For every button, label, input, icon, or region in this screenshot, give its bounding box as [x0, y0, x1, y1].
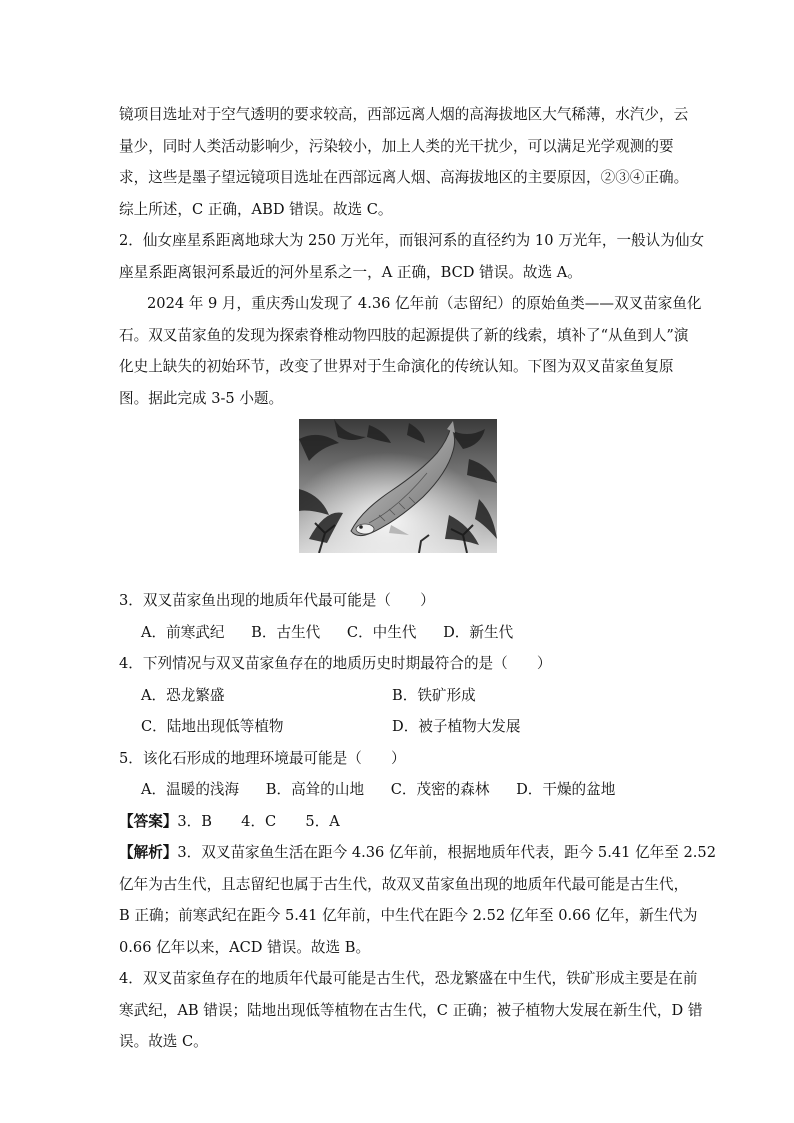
option-c: C．陆地出现低等植物	[141, 718, 284, 735]
text-line: 误。故选 C。	[119, 1033, 208, 1050]
text-line: 2024 年 9 月，重庆秀山发现了 4.36 亿年前（志留纪）的原始鱼类——双叉苗家鱼化	[147, 295, 702, 312]
text-line: 镜项目选址对于空气透明的要求较高，西部远离人烟的高海拔地区大气稀薄，水汽少，云	[119, 106, 689, 123]
text-line: 0.66 亿年以来，ACD 错误。故选 B。	[119, 938, 371, 956]
option-d: D．干燥的盆地	[516, 781, 616, 798]
option-d: D．新生代	[443, 623, 514, 641]
text-line: 3．双叉苗家鱼生活在距今 4.36 亿年前，根据地质年代表，距今 5.41 亿年至 2.52	[177, 844, 716, 861]
figure	[119, 419, 677, 585]
text-line: 寒武纪，AB 错误；陆地出现低等植物在古生代，C 正确；被子植物大发展在新生代，D 错	[119, 1001, 703, 1019]
text-line: 2．仙女座星系距离地球大为 250 万光年，而银河系的直径约为 10 万光年，一般认为仙女	[119, 232, 705, 249]
option-c: C．中生代	[346, 623, 417, 641]
option-b: B．铁矿形成	[392, 686, 476, 704]
question-intro	[119, 288, 702, 414]
question-3: 3．双叉苗家鱼出现的地质年代最可能是（ ）	[119, 592, 435, 609]
question-4-options-row-2	[119, 711, 677, 743]
text-line: 4．双叉苗家鱼存在的地质年代最可能是古生代，恐龙繁盛在中生代，铁矿形成主要是在前	[119, 970, 698, 987]
answer-line	[119, 806, 677, 838]
fish-restoration-image	[299, 419, 497, 553]
option-c: C．茂密的森林	[390, 781, 490, 798]
text-line: 化史上缺失的初始环节，改变了世界对于生命演化的传统认知。下图为双叉苗家鱼复原	[119, 358, 674, 375]
paragraph-explanation-2	[119, 225, 705, 288]
option-d: D．被子植物大发展	[392, 718, 521, 735]
option-b: B．高耸的山地	[265, 781, 365, 798]
text-line: 求，这些是墨子望远镜项目选址在西部远离人烟、高海拔地区的主要原因，②③④正确。	[119, 169, 689, 186]
option-a: A．前寒武纪	[141, 623, 225, 641]
text-line: B 正确；前寒武纪在距今 5.41 亿年前，中生代在距今 2.52 亿年至 0.66 亿年，新生代为	[119, 907, 698, 924]
text-line: 亿年为古生代，且志留纪也属于古生代，故双叉苗家鱼出现的地质年代最可能是古生代，	[119, 875, 689, 893]
analysis-4	[119, 963, 703, 1058]
option-a: A．温暖的浅海	[141, 781, 240, 798]
text-line: 图。据此完成 3-5 小题。	[119, 389, 284, 407]
text-line: 石。双叉苗家鱼的发现为探索脊椎动物四肢的起源提供了新的线索，填补了“从鱼到人”演	[119, 326, 689, 344]
question-5: 5．该化石形成的地理环境最可能是（ ）	[119, 749, 406, 767]
question-5-options	[119, 774, 677, 806]
paragraph-explanation-1	[119, 99, 689, 225]
answer-text: 3．B 4．C 5．A	[177, 812, 340, 830]
option-b: B．古生代	[251, 623, 321, 641]
text-line: 综上所述，C 正确，ABD 错误。故选 C。	[119, 200, 393, 218]
option-a: A．恐龙繁盛	[141, 686, 225, 704]
question-3-options	[119, 617, 677, 649]
analysis-3	[119, 837, 716, 963]
question-4-options-row-1	[119, 680, 677, 712]
answer-label: 【答案】	[119, 812, 178, 830]
text-line: 量少，同时人类活动影响少，污染较小，加上人类的光干扰少，可以满足光学观测的要	[119, 137, 674, 155]
analysis-label: 【解析】	[119, 844, 178, 861]
question-4: 4．下列情况与双叉苗家鱼存在的地质历史时期最符合的是（ ）	[119, 655, 552, 672]
text-line: 座星系距离银河系最近的河外星系之一，A 正确，BCD 错误。故选 A。	[119, 263, 582, 281]
page-content	[119, 99, 716, 1058]
